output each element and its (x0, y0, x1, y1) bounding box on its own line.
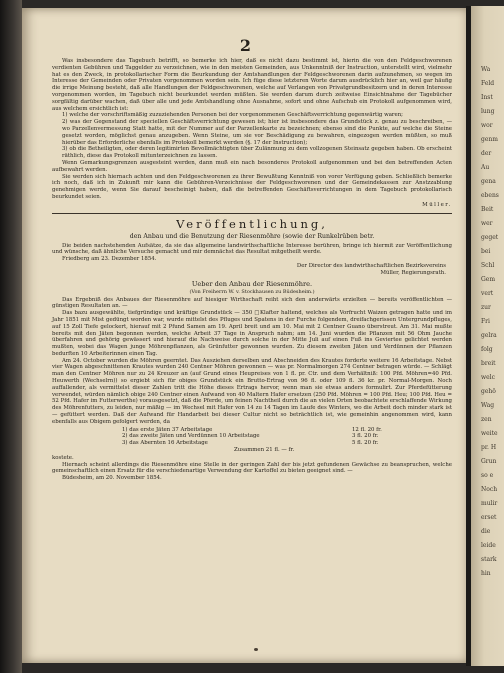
facing-page-fragment: der (481, 150, 492, 157)
facing-page-fragment: Wag (481, 402, 495, 409)
list-item: 1) welche der vorschriftsmäßig zuzuziehenden Personen bei der vorgenommenen Geschäftsverrichtung gegenwärtig waren; (62, 112, 403, 119)
facing-page-fragment: gena (481, 178, 496, 185)
paragraph: Das Ergebniß des Anbaues der Riesenmöhre auf hiesiger Wirthschaft reiht sich den anderwärts erzielten — bereits veröffentlichten — günstigen Resultaten an. — (52, 296, 452, 310)
facing-page-fragment: Gem (481, 276, 496, 283)
facing-page-fragment: breit (481, 360, 496, 367)
kostete-line: kostete. (52, 454, 74, 461)
date-buedesheim: Büdesheim, am 20. November 1854. (62, 475, 162, 482)
facing-page-fragment: Noch (481, 486, 498, 493)
facing-page-fragment: lung (481, 108, 495, 115)
cost-value: 12 fl. 20 fr. (352, 426, 382, 433)
section-instruction (52, 58, 452, 209)
paragraph: Das bazu ausgewählte, tiefgründige und kräftige Grundstück — 350 □Klafter haltend, welches als Vorfrucht Waizen getragen hatte und im Jahr 1851 mit Mist gedüngt worden war, wurde mittelst des Pfluges und Spatens in der Furche folgendem, dreifachgerissen Untergrundpfluges, auf 15 Zoll Tiefe gelockert, hierauf mit 2 Pfund Samen am 19. April breit und am 10. Mai mit 2 Centner Guano überstreut. Am 31. Mai mußte bereits mit den Jäten begonnen werden, welche Arbeit 37 Tage in Anspruch nahm; am 14. Juni wurden die Pflanzen mit 56 Ohm Jauche überfahren und gehörig gewässert und hierauf die Nachweise durch solche in der Mitte Juli auf einen Fuß ins Geviertee gelichtet werden mußten, wobei das Wagen junge Möhrenpflanzen, als Grünfutter gewonnen wurden. Zu diesem zweiten Jäten und Verdünnen der Pflanzen bedurften 10 Arbeiterinnen einen Tag. (52, 310, 452, 357)
official-name: Müller, Regierungsrath. (380, 269, 446, 276)
facing-page-fragment: Fri (481, 318, 490, 325)
page-body (52, 58, 452, 482)
facing-page-fragment: wor (481, 122, 493, 129)
cost-value: 3 fl. 20 fr. (352, 433, 379, 440)
cost-label: 1) das erste Jäten 37 Arbeitstage (122, 426, 213, 433)
facing-page-fragment: zen (481, 416, 492, 423)
paragraph: Was insbesondere das Tagebuch betrifft, so bemerke ich hier, daß es nicht dazu bestimmt ist, hierin die von den Feldgeschworenen verdienten Gebühren und Taggelder zu verzeichnen, wie in den meisten Gemeinden, aus Unkenntniß der Instruction, unterstellt wird, vielmehr hat es den Zweck, in protokollarischer Form die Beurkundung der Amtshandlungen der Feldgeschworenen darin aufzunehmen, so wegen im Interesse der Gemeinden oder Privaten vorgenommen worden sein. Ich füge diese letzteren Worte darum ausdrücklich hier an, weil gar häufig die irrige Meinung besteht, daß alle Handlungen der Feldgeschworenen, welche auf Verlangen von Privatgrundbesitzern und in deren Interesse vorgenommen worden, im Tagebuch nicht beurkundet werden müßten. Sie werden darum durch zeitweise Einsichtnahme der Tagebücher sorgfältig darüber wachen, daß über alle und jede Amtshandlung ohne Ausnahme, sofort und ohne Aufschub ein Protokoll aufgenommen wird, aus welchem ersichtlich ist: (52, 58, 452, 112)
facing-page-fragment: so e (481, 472, 494, 479)
numbered-list (52, 112, 452, 160)
facing-page-fragment: Grun (481, 458, 497, 465)
divider (52, 213, 452, 214)
facing-page-fragment: die (481, 528, 491, 535)
cost-label: 2) das zweite Jäten und Verdünnen 10 Arbeitstage (122, 433, 260, 440)
facing-page-fragment: mulir (481, 500, 498, 507)
page-number: 2 (239, 36, 252, 55)
facing-page-fragment: vert (481, 290, 494, 297)
facing-page-fragment: Feld (481, 80, 495, 87)
facing-page-fragment: welc (481, 374, 495, 381)
paragraph: Hiernach scheint allerdings die Riesenmöhre eine Stelle in der geringen Zahl der bis jetzt gefundenen Gewächse zu beanspruchen, welche gemeinschaftlich einen Ersatz für die verschiedenartige Verwendung der Kartoffel zu bieten geeignet sind. — (52, 461, 452, 475)
paragraph: Sie werden sich hiernach achten und den Feldgeschworenen zu ihrer Bewußtung Kenntniß von vorer Verfügung geben. Schließlich bemerke ich noch, daß ich in Zukunft mir kann die Gebühren-Verzeichnisse der Feldgeschworenen und der Gemeindekassen zur Anstzzablung genehmigen werde, wenn Sie darauf bescheinigt haben, daß die betreffenden Geschäftsverrichtungen in dem Tagebuch protokollarisch beurkundet seien. (52, 173, 452, 200)
paragraph: Wenn Gemarkungsgrenzen ausgesteint werden, dann muß ein nach besonderes Protokoll aufgenommen und bei den betreffenden Acten aufbewahrt werden. (52, 159, 452, 173)
facing-page-fragment: gelra (481, 332, 497, 339)
article-author: (Von Freiherrn W. v. Stockhausen zu Büdesheim.) (189, 288, 315, 295)
official-title: Der Director des landwirthschaftlichen Bezirksvereins (296, 262, 446, 269)
facing-page-fragment: Inst (481, 94, 493, 101)
table-row (122, 440, 422, 447)
facing-page-fragment: Schl (481, 262, 495, 269)
facing-page-fragment: Beit (481, 206, 494, 213)
list-item: 3) ob die Betheiligten, oder deren legitimirten Bevollmächtigten über Zulänmung zu dem vollzogenen Steinsatz gegeben haben. Ob erscheint räthlich, diese das Protokoll mitunterzeichnen zu lassen. (62, 146, 452, 160)
facing-page-fragment: geget (481, 234, 499, 241)
date-friedberg: Friedberg am 23. Dezember 1854. (62, 256, 157, 263)
ink-dot (254, 648, 258, 651)
facing-page-edge (471, 6, 504, 666)
facing-page-fragment: folg (481, 346, 493, 353)
paragraph: Die beiden nachstehenden Aufsätze, da sie das allgemeine landwirthschaftliche Interesse berühren, bringe ich hiermit zur Veröffentlichung und wünsche, daß ähnliche Versuche gemacht und mir demnächst das Resultat mitgetheilt werde. (52, 242, 452, 256)
facing-page-fragment: Au (481, 164, 490, 171)
section-heading: Veröffentlichung, (176, 216, 328, 231)
facing-page-fragment: stark (481, 556, 497, 563)
section-subheading: den Anbau und die Benutzung der Riesenmöhre (sowie der Runkelrüben betr. (129, 232, 375, 240)
list-item: 2) was der Gegenstand der speciellen Geschäftsverrichtung gewesen ist; hier ist insbesondere das Grundstück z. genau zu beschreiben, — wo Parzellenvermessung Statt hatte, mit der Nummer auf der Parzellenkarte zu bezeichnen; ebenso sind die Punkte, auf welche die Steine gesetzt worden, möglichst genau anzugeben. Wenn Steine, um sie vor Beschädigung zu bewahren, eingezogen werden müßten, so muß hierüber das Erforderliche ebenfalls im Protokoll bemerkt werden (§. 17 der Instruction); (62, 119, 452, 146)
facing-page-fragment: wer (481, 220, 493, 227)
article-title: Ueber den Anbau der Riesenmöhre. (191, 279, 313, 288)
paragraph: Am 24. October wurden die Möhren geerntet. Das Ausziehen derselben und Abschneiden des Krautes forderte weitere 16 Arbeitstage. Nebst vier Wagen abgeschnittenen Krautes wurden 240 Centner Möhren gewonnen — was pr. Normalmorgen 274 Centner betragen würde. — Schlägt man den Centner Möhren nur zu 24 Kreuzer an (auf Grund eines Heupreises von 1 fl. pr. Ctr. und dem Verhältniß: 100 Pfd. Möhren=40 Pfd. Heuwerth (Wechselrn)) so ergiebt sich für obiges Grundstück ein Brutto-Ertrag von 96 fl. oder 109 fl. 36 kr. pr. Normal-Morgen. Noch auffallender, als vermittelst dieser Zahlen tritt die Höhe dieses Ertrags hervor, wenn man sie etwas anders formulirt. Zur Pferdefütterung verwendet, würden nämlich obige 240 Centner einen Aufwand von 40 Maltern Hafer ersetzen (250 Pfd. Möhren = 100 Pfd. Heu; 100 Pfd. Heu = 52 Pfd. Hafer im Futterwerthe) vorausgesetzt, daß die Pferde, um feinen Nachtheil durch die an vielen Orten beobachtete erschlaffende Wirkung des Möhrenfutters, zu leiden, nur mäßig — im Wechsel mit Hafer von 14 zu 14 Tagen im Laufe des Winters, wo die Arbeit doch minder stark ist — gefüttert werden. Daß der Aufwand für Handarbeit bei dieser Cultur nicht so beträchtlich ist, wie gemeinhin angenommen wird, kann ebenfalls aus Obigem gefolgert werden, da (52, 357, 452, 425)
facing-page-fragment: hin (481, 570, 491, 577)
facing-page-fragment: gehö (481, 388, 496, 395)
facing-page-fragment: pr. H (481, 444, 497, 451)
signature-mueller: Müller. (422, 201, 452, 208)
facing-page-fragment: weite (481, 430, 498, 437)
facing-page-fragment: erset (481, 514, 497, 521)
facing-page-fragment: leide (481, 542, 496, 549)
facing-page-fragment: Wa (481, 66, 491, 73)
cost-table (122, 427, 422, 454)
book-spine (0, 0, 22, 673)
facing-page-fragment: genm (481, 136, 498, 143)
cost-sum: Zusammen 21 fl. — fr. (234, 447, 295, 454)
document-page (22, 8, 469, 663)
facing-page-fragment: bei (481, 248, 491, 255)
facing-page-fragment: ebens (481, 192, 499, 199)
cost-label: 3) das Abernten 16 Arbeitstage (122, 440, 208, 447)
cost-value: 5 fl. 20 fr. (352, 440, 379, 447)
facing-page-fragment: zur (481, 304, 491, 311)
